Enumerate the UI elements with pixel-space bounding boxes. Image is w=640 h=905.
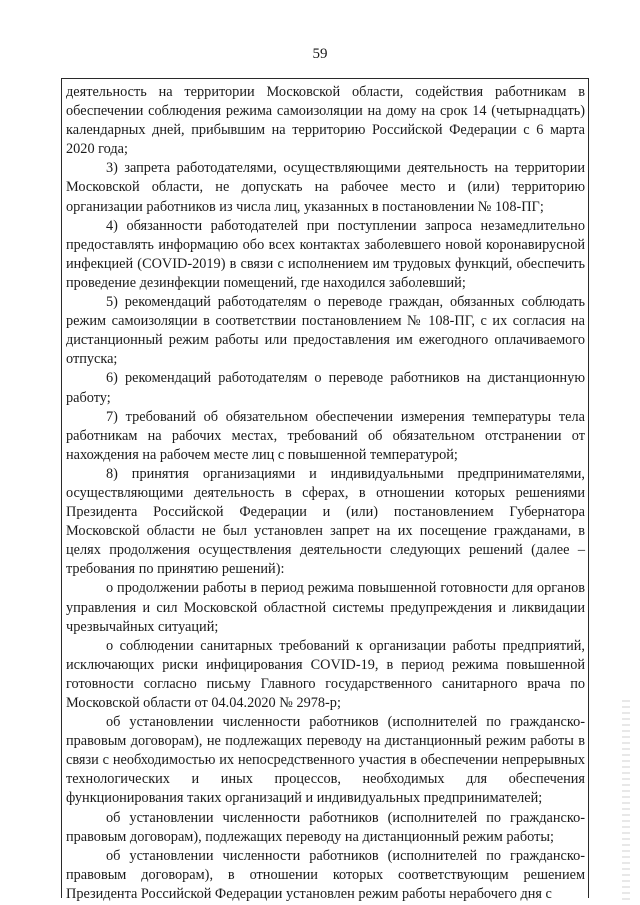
- paragraph-continuation: деятельность на территории Московской области, содействия работникам в обеспечении соблюдения режима самоизоляции на дому на срок 14 (четырнадцать) календарных дней, прибывшим на территорию Российской Федерации с 6 марта 2020 года;: [66, 84, 585, 158]
- paragraph-subitem-1: о продолжении работы в период режима повышенной готовности для органов управления и сил Московской областной системы предупреждения и ликвидации чрезвычайных ситуаций;: [66, 580, 585, 635]
- scan-margin-mark: [622, 700, 630, 900]
- paragraph-item-6: 6) рекомендаций работодателям о переводе работников на дистанционную работу;: [66, 370, 585, 406]
- paragraph-item-3: 3) запрета работодателями, осуществляющими деятельность на территории Московской области, не допускать на рабочее место и (или) территорию организации работников из числа лиц, указанных в постановлении № 108-ПГ;: [66, 160, 585, 215]
- paragraph-item-5: 5) рекомендаций работодателям о переводе граждан, обязанных соблюдать режим самоизоляции в соответствии постановлением № 108-ПГ, с их согласия на дистанционный режим работы или предоставления им ежегодного оплачиваемого отпуска;: [66, 294, 585, 368]
- paragraph-item-7: 7) требований об обязательном обеспечении измерения температуры тела работникам на рабочих местах, требований об обязательном отстранении от нахождения на рабочем месте лиц с повышенной температурой;: [66, 408, 585, 463]
- document-body: [66, 83, 585, 904]
- paragraph-subitem-5: об установлении численности работников (исполнителей по гражданско-правовым договорам), в отношении которых соответствующим решением Президента Российской Федерации установлен режим работы нерабочего дня с: [66, 847, 585, 902]
- paragraph-subitem-4: об установлении численности работников (исполнителей по гражданско-правовым договорам), подлежащих переводу на дистанционный режим работы;: [66, 809, 585, 845]
- paragraph-item-8: 8) принятия организациями и индивидуальными предпринимателями, осуществляющими деятельность в сферах, в отношении которых решениями Президента Российской Федерации и (или) постановлением Губернатора Московской области не был установлен запрет на их посещение гражданами, в целях продолжения осуществления деятельности следующих решений (далее – требования по принятию решений):: [66, 465, 585, 578]
- page-number: 59: [312, 46, 328, 62]
- paragraph-subitem-2: о соблюдении санитарных требований к организации работы предприятий, исключающих риски инфицирования COVID-19, в период режима повышенной готовности согласно письму Главного государственного санитарного врача по Московской области от 04.04.2020 № 2978-р;: [66, 637, 585, 711]
- paragraph-subitem-3: об установлении численности работников (исполнителей по гражданско-правовым договорам), не подлежащих переводу на дистанционный режим работы в связи с необходимостью их непосредственного участия в обеспечении непрерывных технологических и иных процессов, необходимых для обеспечения функционирования таких организаций и индивидуальных предпринимателей;: [66, 714, 585, 807]
- paragraph-item-4: 4) обязанности работодателей при поступлении запроса незамедлительно предоставлять информацию обо всех контактах заболевшего новой коронавирусной инфекцией (COVID-2019) в связи с исполнением им трудовых функций, обеспечить проведение дезинфекции помещений, где находился заболевший;: [66, 217, 585, 291]
